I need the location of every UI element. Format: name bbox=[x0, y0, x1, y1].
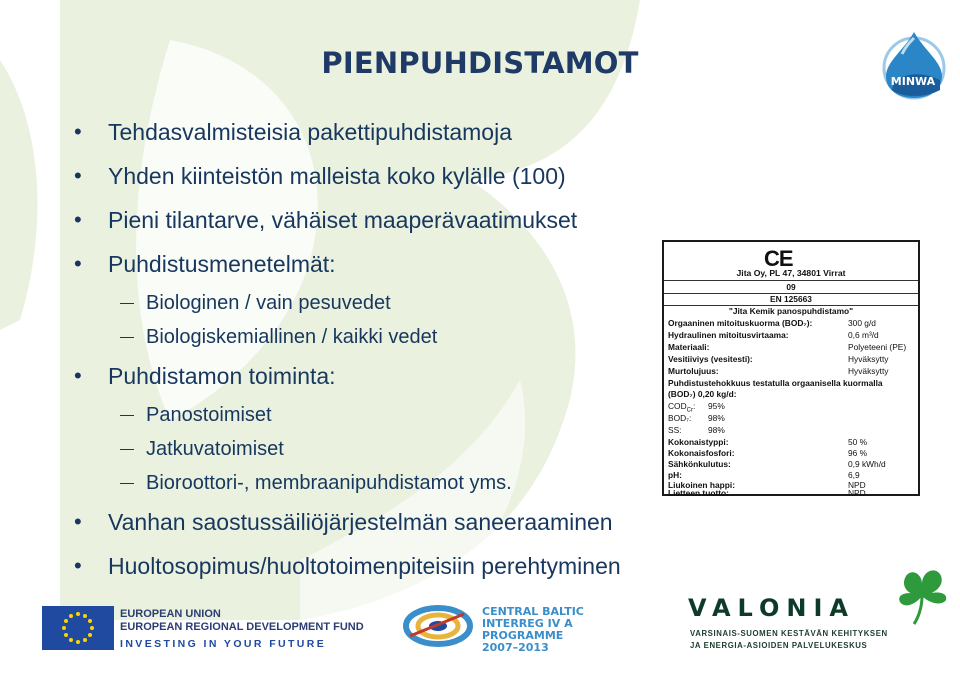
cb-line-3: PROGRAMME bbox=[482, 629, 564, 642]
spec-value: 50 % bbox=[848, 437, 868, 447]
list-item: • Tehdasvalmisteisia pakettipuhdistamoja bbox=[72, 110, 621, 154]
spec-value: 6,9 bbox=[848, 470, 860, 480]
spec-value: 0,6 m³/d bbox=[848, 330, 879, 340]
list-item: • Pieni tilantarve, vähäiset maaperävaatimukset bbox=[72, 198, 621, 242]
spec-key: Hydraulinen mitoitusvirtaama: bbox=[668, 330, 789, 340]
efficiency-title-2: (BOD₇) 0,20 kg/d: bbox=[668, 389, 737, 399]
clover-leaf-icon bbox=[894, 562, 950, 626]
ce-mark: CE bbox=[764, 246, 793, 271]
eu-line-2: EUROPEAN REGIONAL DEVELOPMENT FUND bbox=[120, 621, 364, 633]
list-item: • Vanhan saostussäiliöjärjestelmän saneeraaminen bbox=[72, 500, 621, 544]
list-item: • Puhdistamon toiminta: bbox=[72, 354, 621, 398]
sub-list-item: Biologiskemiallinen / kaikki vedet bbox=[72, 320, 621, 354]
spec-key: BOD₇: bbox=[668, 413, 692, 423]
valonia-logo bbox=[688, 594, 958, 680]
minwa-logo bbox=[880, 24, 952, 102]
spec-value: 95% bbox=[708, 401, 725, 411]
spec-key: Vesitiiviys (vesitesti): bbox=[668, 354, 753, 364]
footer-logos bbox=[0, 594, 960, 680]
spec-value: Hyväksytty bbox=[848, 354, 889, 364]
spec-value: 98% bbox=[708, 413, 725, 423]
spec-key: Liukoinen happi: bbox=[668, 480, 735, 490]
valonia-sub-2: JA ENERGIA-ASIOIDEN PALVELUKESKUS bbox=[690, 641, 868, 650]
year: 09 bbox=[786, 282, 796, 292]
water-drop-icon bbox=[880, 24, 952, 102]
spec-key: Materiaali: bbox=[668, 342, 710, 352]
ce-spec-label bbox=[662, 240, 920, 496]
central-baltic-text bbox=[482, 606, 584, 654]
spec-value: Hyväksytty bbox=[848, 366, 889, 376]
sub-list-item: Bioroottori-, membraanipuhdistamot yms. bbox=[72, 466, 621, 500]
standard: EN 125663 bbox=[770, 294, 812, 304]
spec-value: 96 % bbox=[848, 448, 868, 458]
spec-key: Kokonaistyppi: bbox=[668, 437, 729, 447]
list-item: • Huoltosopimus/huoltotoimenpiteisiin perehtyminen bbox=[72, 544, 621, 588]
central-baltic-logo-icon bbox=[400, 600, 478, 656]
spec-key: $COD_{Cr}$: bbox=[668, 401, 696, 414]
spec-value: Polyeteeni (PE) bbox=[848, 342, 907, 352]
spec-key: Lietteen tuotto: bbox=[668, 488, 729, 498]
page-title: PIENPUHDISTAMOT bbox=[321, 46, 639, 80]
valonia-subtitle bbox=[690, 628, 888, 652]
spec-value: 300 g/d bbox=[848, 318, 876, 328]
cb-line-1: CENTRAL BALTIC bbox=[482, 605, 584, 618]
list-item: • Puhdistusmenetelmät: bbox=[72, 242, 621, 286]
spec-key: Orgaaninen mitoituskuorma (BOD₇): bbox=[668, 318, 813, 328]
spec-key: pH: bbox=[668, 470, 682, 480]
valonia-wordmark: VALONIA bbox=[688, 594, 855, 622]
list-item: • Yhden kiinteistön malleista koko kylälle (100) bbox=[72, 154, 621, 198]
product-name: "Jita Kemik panospuhdistamo" bbox=[728, 306, 854, 316]
eu-funding-text bbox=[120, 608, 364, 651]
spec-key: Kokonaisfosfori: bbox=[668, 448, 735, 458]
cb-line-2: INTERREG IV A bbox=[482, 617, 573, 630]
bullet-list bbox=[72, 110, 621, 588]
spec-key: Sähkönkulutus: bbox=[668, 459, 731, 469]
cb-line-4: 2007–2013 bbox=[482, 641, 549, 654]
spec-value: 98% bbox=[708, 425, 725, 435]
spec-key: Murtolujuus: bbox=[668, 366, 719, 376]
eu-flag-icon bbox=[42, 606, 114, 650]
manufacturer: Jita Oy, PL 47, 34801 Virrat bbox=[736, 268, 846, 278]
spec-value: 0,9 kWh/d bbox=[848, 459, 886, 469]
spec-value: NPD bbox=[848, 480, 866, 490]
spec-key: SS: bbox=[668, 425, 682, 435]
eu-line-3: INVESTING IN YOUR FUTURE bbox=[120, 638, 327, 650]
efficiency-title: Puhdistustehokkuus testatulla orgaanisella kuormalla bbox=[668, 378, 883, 388]
spec-value: NPD bbox=[848, 488, 866, 498]
sub-list-item: Panostoimiset bbox=[72, 398, 621, 432]
minwa-logo-text: MINWA bbox=[890, 75, 936, 88]
eu-line-1: EUROPEAN UNION bbox=[120, 608, 221, 620]
valonia-sub-1: VARSINAIS-SUOMEN KESTÄVÄN KEHITYKSEN bbox=[690, 629, 888, 638]
sub-list-item: Jatkuvatoimiset bbox=[72, 432, 621, 466]
sub-list-item: Biologinen / vain pesuvedet bbox=[72, 286, 621, 320]
